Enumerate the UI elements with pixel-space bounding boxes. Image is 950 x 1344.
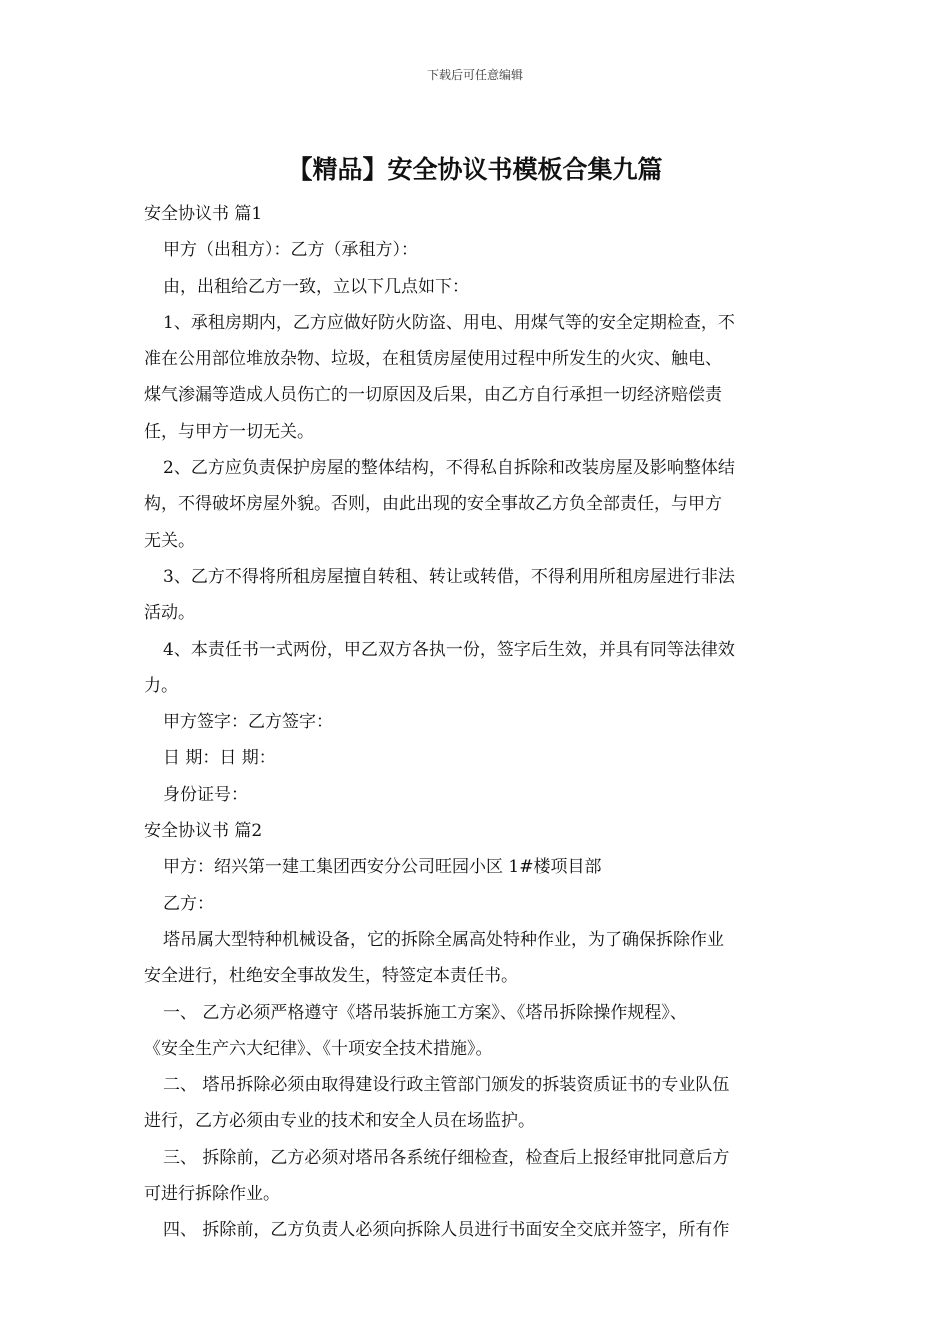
text-line: 可进行拆除作业。 [144,1184,280,1205]
text-line: 《安全生产六大纪律》、《十项安全技术措施》。 [144,1038,493,1059]
text-line: 构，不得破坏房屋外貌。否则，由此出现的安全事故乙方负全部责任，与甲方 [144,494,722,515]
text-line: 煤气渗漏等造成人员伤亡的一切原因及后果，由乙方自行承担一切经济赔偿责 [144,385,722,406]
text-line: 进行，乙方必须由专业的技术和安全人员在场监护。 [144,1111,535,1132]
text-line: 由，出租给乙方一致，立以下几点如下： [163,276,469,297]
text-line: 甲方：绍兴第一建工集团西安分公司旺园小区 1#楼项目部 [163,857,602,878]
text-line: 塔吊属大型特种机械设备，它的拆除全属高处特种作业，为了确保拆除作业 [163,929,724,950]
text-line: 一、 乙方必须严格遵守《塔吊装拆施工方案》、《塔吊拆除操作规程》、 [163,1002,687,1023]
text-line: 安全协议书 篇2 [144,821,263,842]
text-line: 无关。 [144,530,195,551]
text-line: 安全进行，杜绝安全事故发生，特签定本责任书。 [144,966,518,987]
text-line: 身份证号： [163,784,248,805]
text-line: 日 期：日 期： [163,748,276,769]
text-line: 乙方： [163,893,214,914]
text-line: 准在公用部位堆放杂物、垃圾，在租赁房屋使用过程中所发生的火灾、触电、 [144,349,722,370]
text-line: 三、 拆除前，乙方必须对塔吊各系统仔细检查，检查后上报经审批同意后方 [163,1147,730,1168]
text-line: 活动。 [144,603,195,624]
text-line: 甲方签字：乙方签字： [163,712,333,733]
text-line: 四、 拆除前，乙方负责人必须向拆除人员进行书面安全交底并签字，所有作 [163,1220,730,1241]
text-line: 4、本责任书一式两份，甲乙双方各执一份，签字后生效，并具有同等法律效 [163,639,735,660]
document-body [144,196,812,1249]
document-title: 【精品】安全协议书模板合集九篇 [287,155,663,184]
text-line: 1、承租房期内，乙方应做好防火防盗、用电、用煤气等的安全定期检查，不 [163,312,735,333]
text-line: 任，与甲方一切无关。 [144,421,314,442]
text-line: 2、乙方应负责保护房屋的整体结构，不得私自拆除和改装房屋及影响整体结 [163,458,735,479]
text-line: 二、 塔吊拆除必须由取得建设行政主管部门颁发的拆装资质证书的专业队伍 [163,1075,730,1096]
header-note: 下载后可任意编辑 [426,68,523,82]
text-line: 安全协议书 篇1 [144,204,263,224]
text-line: 3、乙方不得将所租房屋擅自转租、转让或转借，不得利用所租房屋进行非法 [163,566,735,587]
text-line: 甲方（出租方）：乙方（承租方）： [163,240,418,261]
text-line: 力。 [144,675,178,696]
